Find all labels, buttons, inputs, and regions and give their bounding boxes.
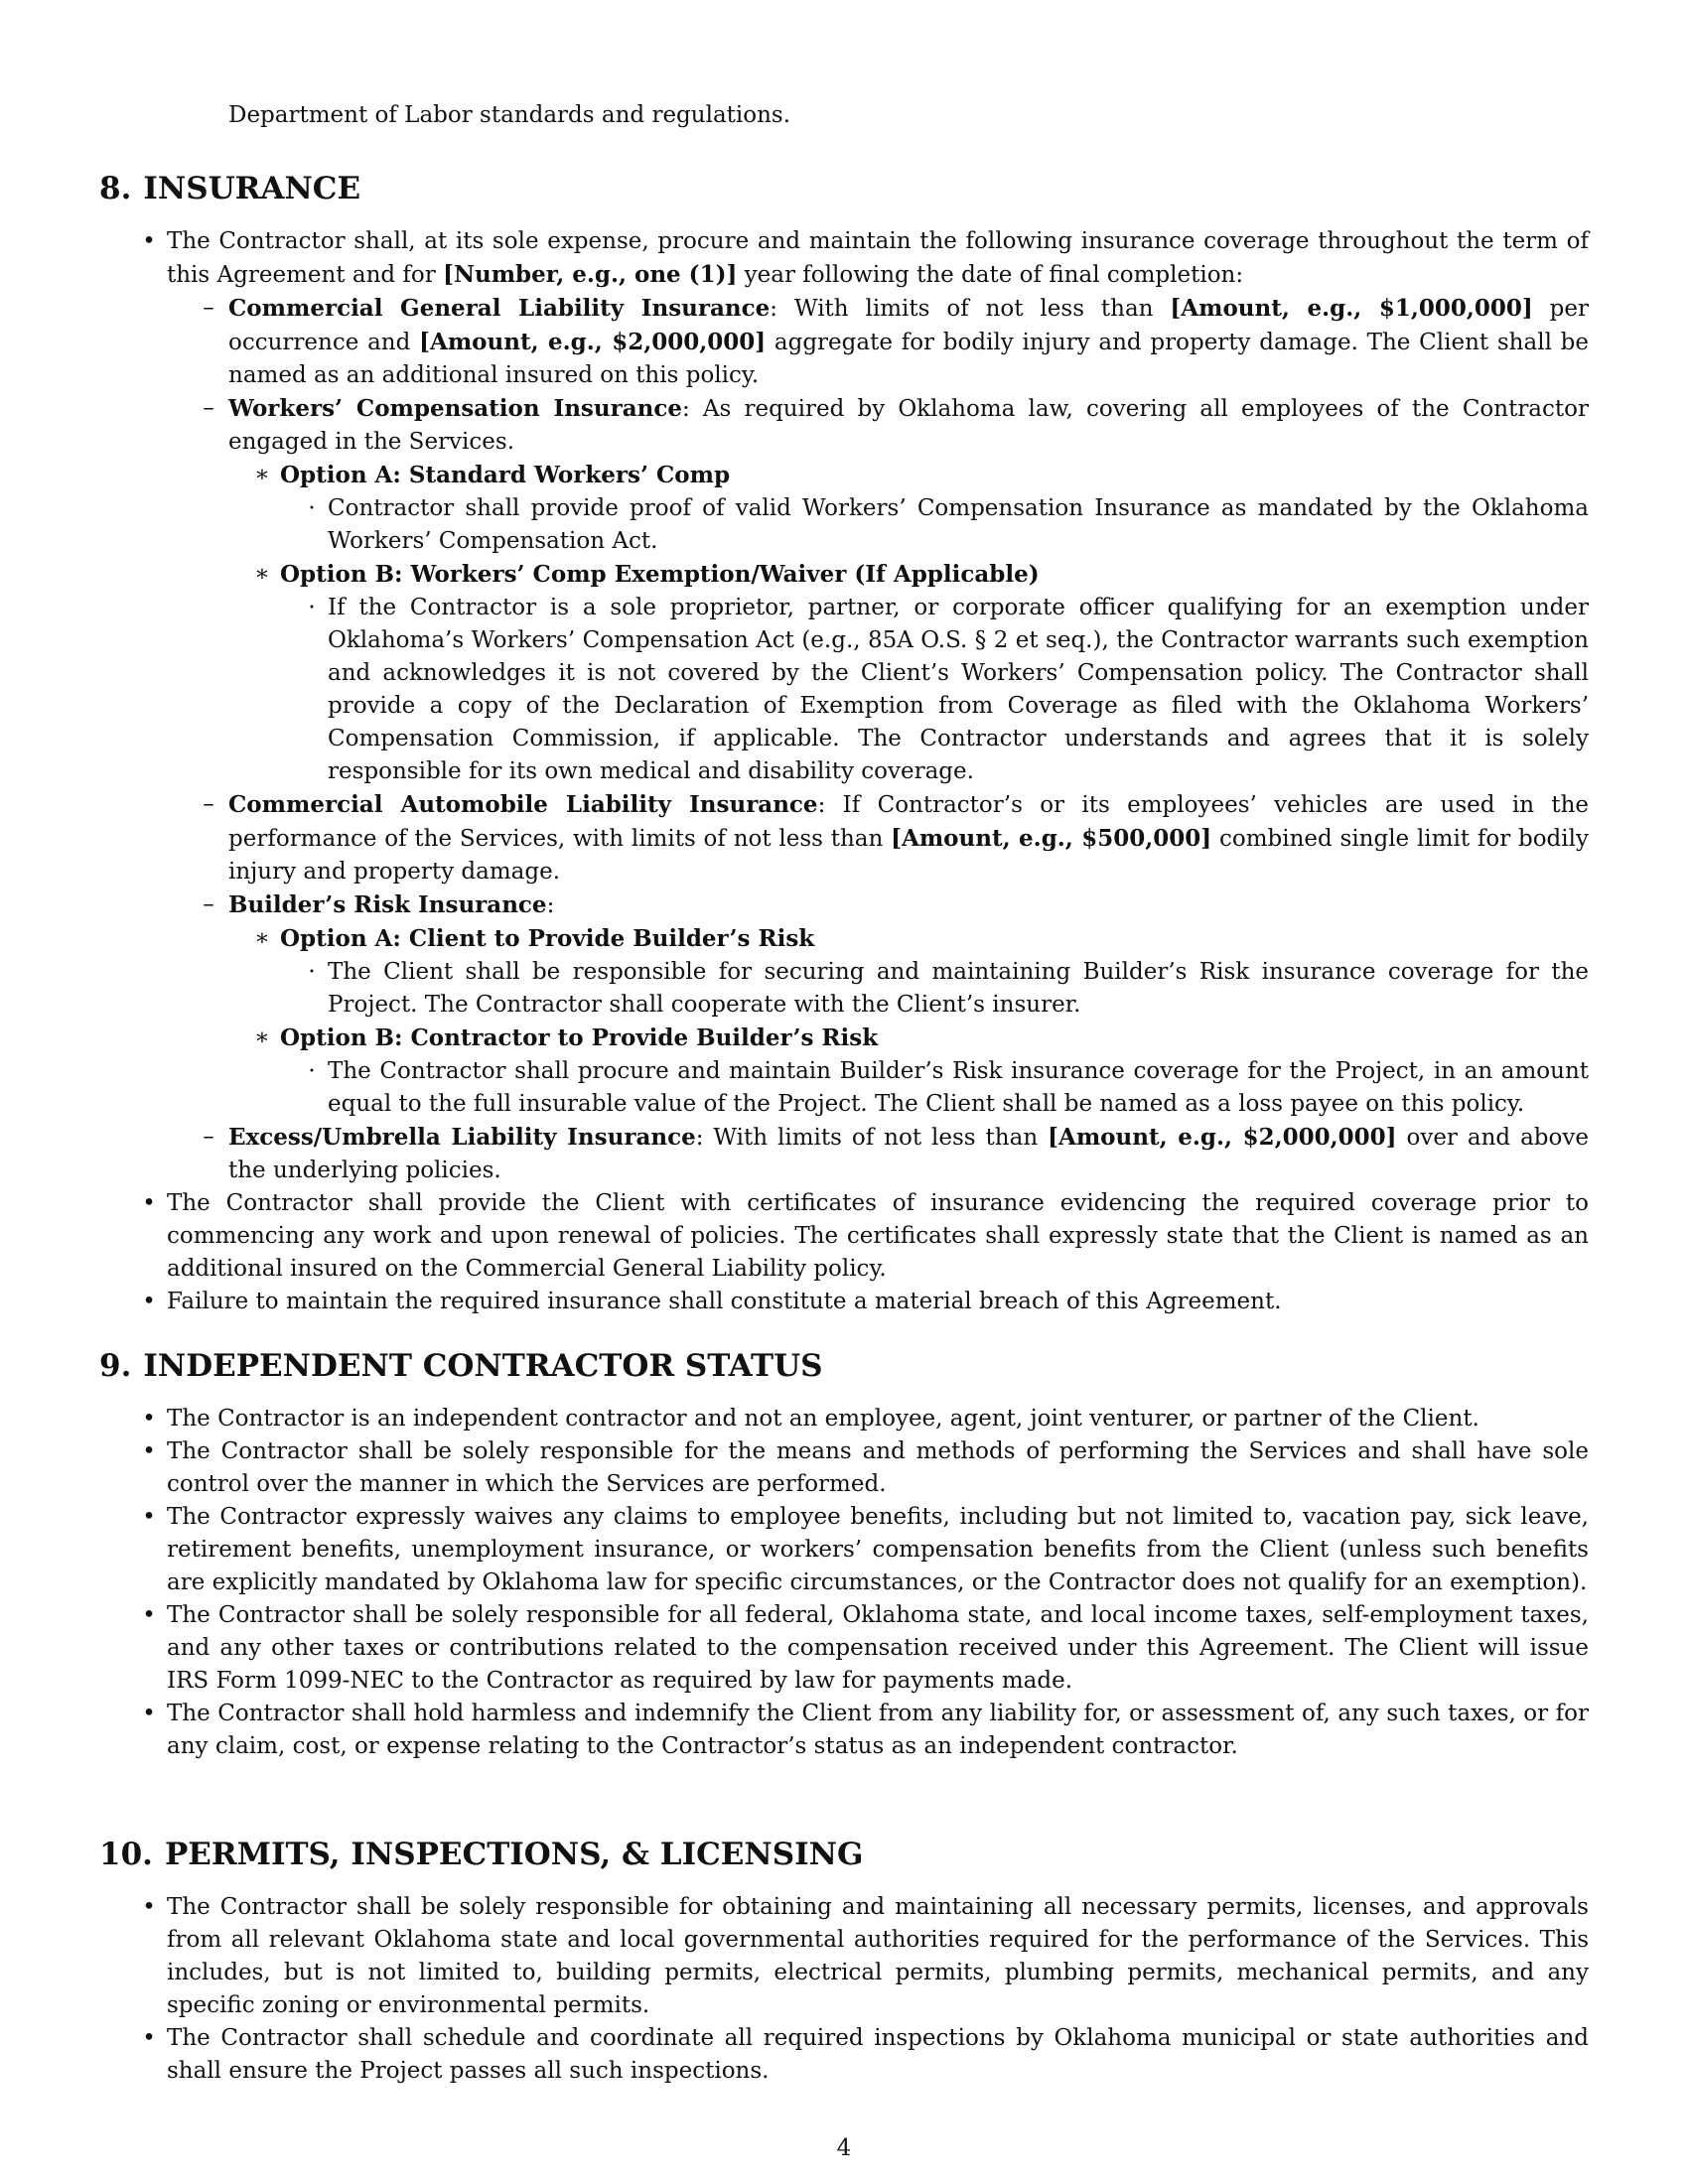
list-item: • The Contractor shall be solely responsible for the means and methods of performing the Services and shall have sole control over the manner in which the Services are performed.	[167, 1435, 1589, 1501]
bullet-marker: •	[142, 2025, 156, 2051]
option-heading: ∗ Option A: Standard Workers’ Comp	[280, 459, 1589, 492]
dot-marker: ·	[308, 959, 316, 985]
bullet-marker: •	[142, 1504, 156, 1530]
bullet-marker: •	[142, 1406, 156, 1432]
star-marker: ∗	[254, 561, 270, 587]
section-number: 10.	[99, 1837, 153, 1872]
list-item: • Failure to maintain the required insurance shall constitute a material breach of this Agreement.	[167, 1286, 1589, 1318]
list-item: • The Contractor shall be solely responsible for all federal, Oklahoma state, and local income taxes, self-employment taxes, and any other taxes or contributions related to the compensation received under this Agreement. The Client will issue IRS Form 1099-NEC to the Contractor as required by law for payments made.	[167, 1599, 1589, 1698]
star-marker: ∗	[254, 462, 270, 487]
list-item: • The Contractor shall hold harmless and indemnify the Client from any liability for, or assessment of, any such taxes, or for any claim, cost, or expense relating to the Contractor’s status as an independent contractor.	[167, 1698, 1589, 1763]
bullet-marker: •	[142, 1701, 156, 1726]
option-heading: ∗ Option A: Client to Provide Builder’s Risk	[280, 922, 1589, 956]
option-text: · The Client shall be responsible for securing and maintaining Builder’s Risk insurance coverage for the Project. The Contractor shall cooperate with the Client’s insurer.	[328, 956, 1589, 1022]
document-page	[99, 0, 1589, 2184]
list-item-workers-comp: – Workers’ Compensation Insurance: As required by Oklahoma law, covering all employees of the Contractor engaged in the Services.	[228, 392, 1589, 459]
dash-marker: –	[203, 891, 214, 917]
list-item-cgl: – Commercial General Liability Insurance: With limits of not less than [Amount, e.g., $1,000,000] per occurrence and [Amount, e.g., $2,000,000] aggregate for bodily injury and property damage. The Client shall be named as an additional insured on this policy.	[228, 292, 1589, 392]
section-title: INSURANCE	[143, 171, 361, 206]
section-number: 8.	[99, 171, 132, 206]
bullet-marker: •	[142, 1438, 156, 1464]
bullet-marker: •	[142, 1190, 156, 1216]
section-10-body	[99, 1891, 1589, 2088]
bullet-marker: •	[142, 228, 156, 254]
section-9-heading	[99, 1346, 1589, 1386]
bullet-marker: •	[142, 1894, 156, 1920]
section-title: INDEPENDENT CONTRACTOR STATUS	[143, 1348, 823, 1384]
section-number: 9.	[99, 1348, 132, 1384]
list-item: • The Contractor shall, at its sole expense, procure and maintain the following insurance coverage throughout the term of this Agreement and for [Number, e.g., one (1)] year following the date of final completion:	[167, 225, 1589, 292]
dot-marker: ·	[308, 595, 316, 620]
bullet-marker: •	[142, 1602, 156, 1628]
dash-marker: –	[203, 791, 214, 817]
bullet-marker: •	[142, 1289, 156, 1314]
section-8-heading	[99, 169, 1589, 208]
section-title: PERMITS, INSPECTIONS, & LICENSING	[164, 1837, 864, 1872]
section-9-body	[99, 1403, 1589, 1763]
list-item: • The Contractor is an independent contractor and not an employee, agent, joint venturer, or partner of the Client.	[167, 1403, 1589, 1435]
list-item: • The Contractor shall schedule and coordinate all required inspections by Oklahoma municipal or state authorities and shall ensure the Project passes all such inspections.	[167, 2022, 1589, 2088]
option-heading: ∗ Option B: Workers’ Comp Exemption/Waiver (If Applicable)	[280, 558, 1589, 592]
list-item: • The Contractor shall be solely responsible for obtaining and maintaining all necessary permits, licenses, and approvals from all relevant Oklahoma state and local governmental authorities required for the performance of the Services. This includes, but is not limited to, building permits, electrical permits, plumbing permits, mechanical permits, and any specific zoning or environmental permits.	[167, 1891, 1589, 2022]
dash-marker: –	[203, 395, 214, 421]
option-heading: ∗ Option B: Contractor to Provide Builder’s Risk	[280, 1022, 1589, 1055]
option-text: · If the Contractor is a sole proprietor, partner, or corporate officer qualifying for an exemption under Oklahoma’s Workers’ Compensation Act (e.g., 85A O.S. § 2 et seq.), the Contractor warrants such exemption and acknowledges it is not covered by the Client’s Workers’ Compensation policy. The Contractor shall provide a copy of the Declaration of Exemption from Coverage as filed with the Oklahoma Workers’ Compensation Commission, if applicable. The Contractor understands and agrees that it is solely responsible for its own medical and disability coverage.	[328, 592, 1589, 788]
list-item: • The Contractor shall provide the Client with certificates of insurance evidencing the required coverage prior to commencing any work and upon renewal of policies. The certificates shall expressly state that the Client is named as an additional insured on the Commercial General Liability policy.	[167, 1187, 1589, 1286]
dot-marker: ·	[308, 1058, 316, 1084]
option-text: · Contractor shall provide proof of valid Workers’ Compensation Insurance as mandated by the Oklahoma Workers’ Compensation Act.	[328, 492, 1589, 558]
star-marker: ∗	[254, 1024, 270, 1050]
list-item: • The Contractor expressly waives any claims to employee benefits, including but not limited to, vacation pay, sick leave, retirement benefits, unemployment insurance, or workers’ compensation benefits from the Client (unless such benefits are explicitly mandated by Oklahoma law for specific circumstances, or the Contractor does not qualify for an exemption).	[167, 1501, 1589, 1599]
dash-marker: –	[203, 295, 214, 321]
dot-marker: ·	[308, 495, 316, 521]
continuation-text: Department of Labor standards and regulations.	[228, 102, 791, 128]
page-number: 4	[836, 2135, 852, 2161]
star-marker: ∗	[254, 925, 270, 951]
list-item-umbrella: – Excess/Umbrella Liability Insurance: With limits of not less than [Amount, e.g., $2,000,000] over and above the underlying policies.	[228, 1121, 1589, 1187]
option-text: · The Contractor shall procure and maintain Builder’s Risk insurance coverage for the Project, in an amount equal to the full insurable value of the Project. The Client shall be named as a loss payee on this policy.	[328, 1055, 1589, 1121]
list-item-auto: – Commercial Automobile Liability Insurance: If Contractor’s or its employees’ vehicles are used in the performance of the Services, with limits of not less than [Amount, e.g., $500,000] combined single limit for bodily injury and property damage.	[228, 788, 1589, 888]
section-8-body	[99, 225, 1589, 1318]
section-10-heading	[99, 1835, 1589, 1874]
list-item-builders-risk: – Builder’s Risk Insurance:	[228, 888, 1589, 922]
dash-marker: –	[203, 1124, 214, 1150]
